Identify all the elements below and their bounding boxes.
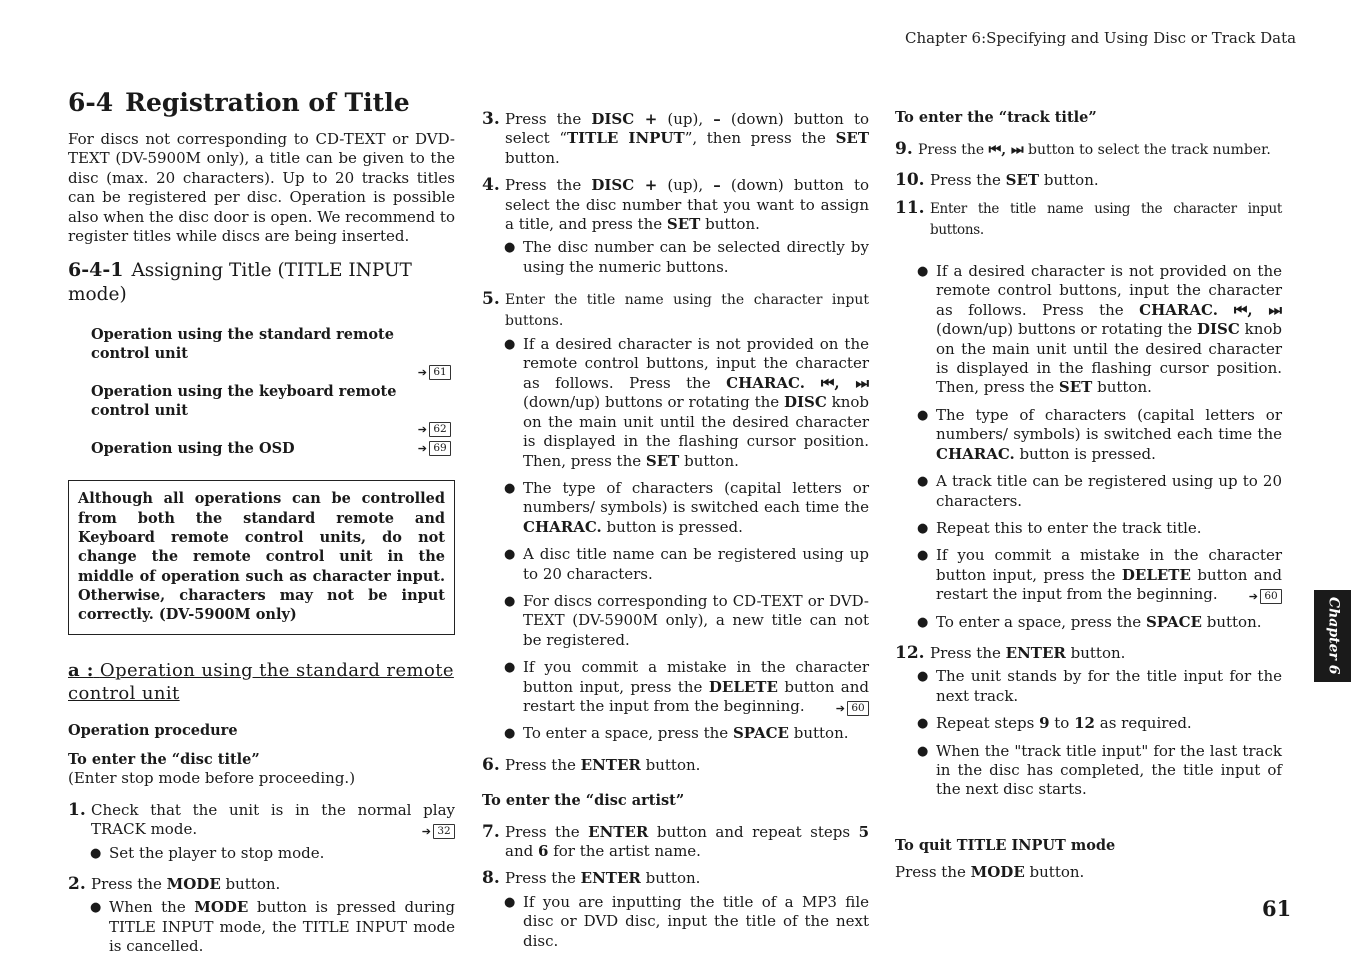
arrow-icon: ➔ <box>417 366 427 380</box>
step-12-bullet-2: ● Repeat steps 9 to 12 as required. <box>917 714 1192 733</box>
step-1-page-ref[interactable] <box>422 822 455 841</box>
step-2-bullet: ● When the MODE button is pressed during TITLE INPUT mode, the TITLE INPUT mode is cancelled. <box>90 898 455 956</box>
section-number: 6-4 <box>68 88 114 117</box>
step-1-bullet: ● Set the player to stop mode. <box>90 843 325 862</box>
arrow-icon: ➔ <box>421 825 431 839</box>
track-type-bullet: ● The type of characters (capital letters or numbers/ symbols) is switched each time the CHARAC. button is pressed. <box>917 405 1282 463</box>
operation-reference-list <box>68 325 455 458</box>
warning-box: Although all operations can be controlled from both the standard remote and Keyboard remote control units, do not change the remote control unit in the middle of operation such as character input. Otherwise, characters may not be input correctly. (DV-5900M only) <box>68 480 455 634</box>
space-bullet: ● To enter a space, press the SPACE button. <box>504 724 849 743</box>
step-4: 4. Press the DISC + (up), – (down) button to select the disc number that you want to assign a title, and press the SET button. <box>482 175 869 234</box>
track-mistake-page-ref[interactable] <box>1249 587 1282 606</box>
op-ref-keyboard-page[interactable] <box>91 420 455 439</box>
disc-artist-heading: To enter the “disc artist” <box>482 792 685 810</box>
book-page-icon: 62 <box>429 422 451 437</box>
step-8-bullet: ● If you are inputting the title of a MP3 file disc or DVD disc, input the title of the next disc. <box>504 892 869 950</box>
column-right <box>895 108 1282 883</box>
track-mistake-bullet: ● If you commit a mistake in the character button input, press the DELETE button and restart the input from the beginning. ➔ 60 <box>895 546 1282 604</box>
arrow-icon: ➔ <box>1248 590 1258 604</box>
book-page-icon: 60 <box>847 701 869 716</box>
op-ref-standard-page[interactable] <box>91 363 455 382</box>
step-11: 11. Enter the title name using the character input buttons. <box>895 198 1282 238</box>
disc-title-heading: To enter the “disc title” <box>68 750 260 768</box>
step-7: 7. Press the ENTER button and repeat steps 5 and 6 for the artist name. <box>482 821 869 860</box>
book-page-icon: 60 <box>1260 589 1282 604</box>
running-header: Chapter 6:Specifying and Using Disc or Track Data <box>905 29 1297 47</box>
step-10: 10. Press the SET button. <box>895 169 1099 190</box>
track-charac-bullet: ● If a desired character is not provided on the remote control buttons, input the character as follows. Press the CHARAC. ⏮, ⏭ (down/up) buttons or rotating the DISC knob on the main unit until the desired character is displayed in the flashing cursor position. Then, press the SET button. <box>917 262 1283 397</box>
op-ref-osd: Operation using the OSD ➔ 69 <box>91 439 455 458</box>
op-ref-keyboard-remote: Operation using the keyboard remote control unit <box>91 383 397 420</box>
op-ref-osd-page[interactable] <box>418 439 455 458</box>
procedure-heading: Operation procedure <box>68 721 238 739</box>
quit-instruction: Press the MODE button. <box>895 863 1085 882</box>
arrow-icon: ➔ <box>835 701 845 715</box>
step-4-bullet: ● The disc number can be selected directly by using the numeric buttons. <box>504 238 869 276</box>
cdtext-bullet: ● For discs corresponding to CD-TEXT or DVD-TEXT (DV-5900M only), a new title can not be registered. <box>504 591 869 649</box>
op-ref-standard-remote: Operation using the standard remote control unit <box>91 326 394 363</box>
step-12: 12. Press the ENTER button. <box>895 642 1126 663</box>
subsection-number: 6-4-1 <box>68 259 124 282</box>
charac-bullet: ● If a desired character is not provided on the remote control buttons, input the character as follows. Press the CHARAC. ⏮, ⏭ (down/up) buttons or rotating the DISC knob on the main unit until the desired character is displayed in the flashing cursor position. Then, press the SET button. <box>504 335 870 470</box>
book-page-icon: 32 <box>433 824 455 839</box>
subsection-heading <box>68 258 455 307</box>
intro-paragraph: For discs not corresponding to CD-TEXT or DVD-TEXT (DV-5900M only), a title can be given to the disc (max. 20 characters). Up to 20 tracks titles can be registered per disc. Operation is possible also when the disc door is open. We recommend to register titles while discs are being inserted. <box>68 130 455 246</box>
step-5: 5. Enter the title name using the character input buttons. <box>482 289 869 329</box>
disc-limit-bullet: ● A disc title name can be registered using up to 20 characters. <box>504 545 869 583</box>
arrow-icon: ➔ <box>417 442 427 456</box>
arrow-icon: ➔ <box>417 423 427 437</box>
track-limit-bullet: ● A track title can be registered using up to 20 characters. <box>917 472 1282 510</box>
section-title-text: Registration of Title <box>125 88 410 117</box>
step-9: 9. Press the ⏮, ⏭ button to select the track number. <box>895 139 1271 160</box>
column-left <box>68 88 455 957</box>
column-middle <box>482 110 869 951</box>
step-12-bullet-1: ● The unit stands by for the title input for the next track. <box>917 667 1282 705</box>
subsection-title: Assigning Title (TITLE INPUT mode) <box>68 260 412 306</box>
step-12-bullet-3: ● When the "track title input" for the last track in the disc has completed, the title input of the next disc starts. <box>917 741 1282 799</box>
step-3: 3. Press the DISC + (up), – (down) button to select “TITLE INPUT”, then press the SET button. <box>482 109 869 167</box>
section-title <box>68 88 455 118</box>
step-2: 2. Press the MODE button. <box>68 873 281 894</box>
track-space-bullet: ● To enter a space, press the SPACE button. <box>917 612 1262 631</box>
step-1: 1. Check that the unit is in the normal play TRACK mode. ➔ 32 <box>68 801 455 840</box>
book-page-icon: 69 <box>429 441 451 456</box>
book-page-icon: 61 <box>429 365 451 380</box>
page-number: 61 <box>1262 896 1292 921</box>
repeat-track-bullet: ● Repeat this to enter the track title. <box>917 518 1202 537</box>
disc-title-note: (Enter stop mode before proceeding.) <box>68 769 356 788</box>
chapter-side-tab: Chapter 6 <box>1314 590 1351 682</box>
type-bullet: ● The type of characters (capital letters or numbers/ symbols) is switched each time the CHARAC. button is pressed. <box>504 478 869 536</box>
track-title-heading: To enter the “track title” <box>895 109 1097 126</box>
mistake-page-ref[interactable] <box>836 699 869 718</box>
quit-heading: To quit TITLE INPUT mode <box>895 836 1116 854</box>
mistake-bullet: ● If you commit a mistake in the character button input, press the DELETE button and restart the input from the beginning. ➔ 60 <box>482 658 869 716</box>
part-a-heading: a : Operation using the standard remote control unit <box>68 659 454 704</box>
step-6: 6. Press the ENTER button. <box>482 754 701 775</box>
step-8: 8. Press the ENTER button. <box>482 868 701 889</box>
